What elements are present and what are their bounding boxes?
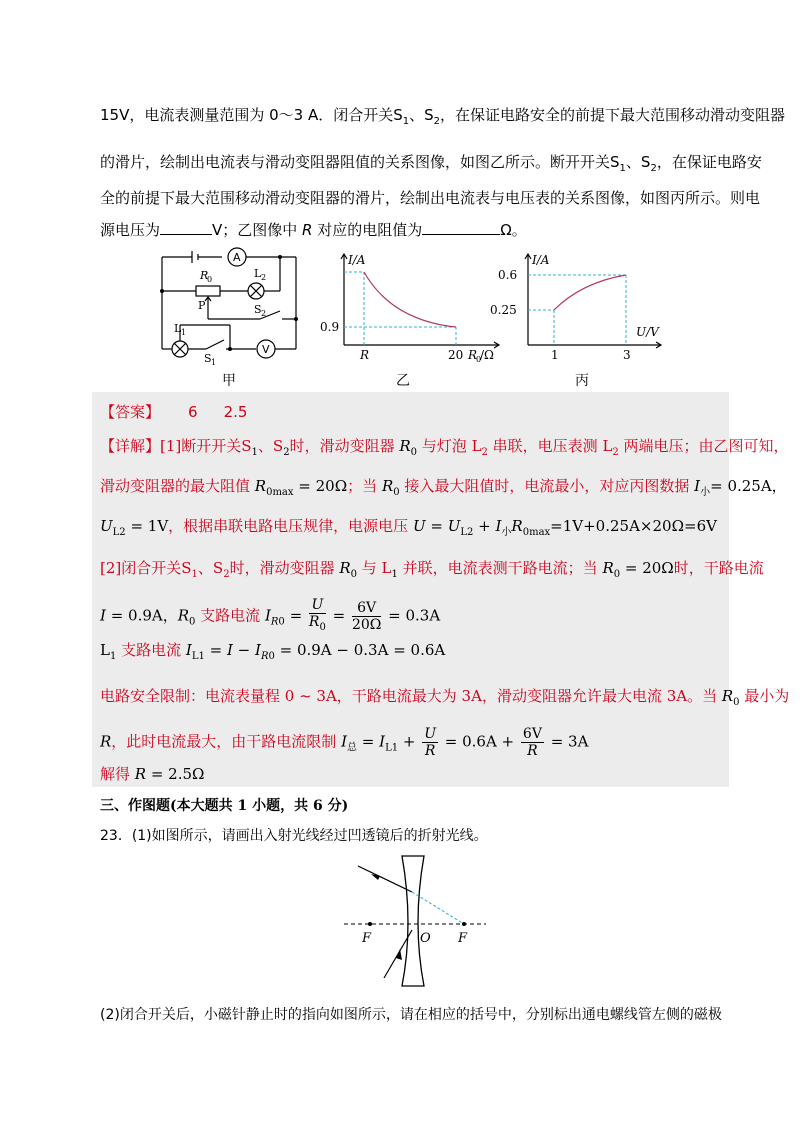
concave-lens-diagram (340, 850, 490, 990)
detail-line-5: I = 0.9A，$R_0$ 支路电流 $I_{R0}$ = $\frac{U}{R_0}$ = $\frac{6V}{20\Omega}$ = 0.3A (100, 597, 441, 633)
caption-jia: 甲 (222, 373, 236, 389)
svg-text:F: F (362, 931, 372, 946)
detail-line-2: 滑动变阻器的最大阻值 $R_{0max} = 20\Omega$；当 $R_0$ 接入最大阻值时，电流最小，对应丙图数据 $I_小= 0.25A$， (100, 477, 787, 498)
question-line-2: 的滑片，绘制出电流表与滑动变阻器阻值的关系图像，如图乙所示。断开开关$S_1$、$S_2$，在保证电路安 (100, 153, 762, 174)
svg-text:A: A (233, 251, 241, 264)
caption-bing: 丙 (575, 373, 589, 389)
svg-text:1: 1 (211, 358, 217, 367)
detail-line-1: 【详解】[1]断开开关$S_1$、$S_2$时，滑动变阻器 $R_0$ 与灯泡 $L_2$ 串联，电压表测 $L_2$ 两端电压；由乙图可知， (100, 437, 789, 458)
svg-text:R: R (468, 348, 478, 362)
svg-text:/Ω: /Ω (480, 348, 494, 362)
question-23-2: (2)闭合开关后，小磁针静止时的指向如图所示，请在相应的括号中，分别标出通电螺线管左侧的磁极 (100, 1007, 722, 1023)
detail-line-6: $L_1$ 支路电流 $I_{L1} = I - I_{R0} = 0.9A - 0.3A = 0.6A$ (100, 641, 446, 662)
answer-blank-2[interactable] (422, 220, 500, 235)
section-3-title: 三、作图题(本大题共 1 小题，共 6 分) (100, 798, 349, 814)
graph-yi (318, 250, 508, 365)
detail-line-4: [2]闭合开关$S_1$、$S_2$时，滑动变阻器 $R_0$ 与 $L_1$ 并联，电流表测干路电流；当 $R_0 = 20\Omega$时，干路电流 (100, 559, 764, 580)
svg-text:0: 0 (207, 275, 213, 284)
answer-blank-1[interactable] (160, 220, 212, 235)
svg-text:I/A: I/A (348, 253, 366, 267)
question-line-4: 源电压为 V；乙图像中 R 对应的电阻值为 Ω。 (100, 221, 527, 239)
graph-bing (488, 250, 668, 365)
circuit-diagram-jia (150, 245, 305, 370)
svg-text:S: S (204, 352, 212, 365)
svg-text:0.25: 0.25 (490, 303, 517, 317)
caption-yi: 乙 (396, 373, 410, 389)
svg-text:2: 2 (261, 309, 267, 318)
svg-text:P: P (198, 299, 206, 312)
svg-text:L: L (254, 267, 262, 280)
detail-line-8: R，此时电流最大，由干路电流限制 $I_总 = I_{L1}$ + $\frac{U}{R}$ = 0.6A + $\frac{6V}{R}$ = 3A (100, 726, 589, 759)
svg-text:20: 20 (448, 348, 464, 362)
svg-text:0: 0 (476, 355, 482, 364)
svg-text:R: R (360, 348, 370, 362)
question-line-3: 全的前提下最大范围移动滑动变阻器的滑片，绘制出电流表与电压表的关系图像，如图丙所示。则电 (100, 189, 761, 207)
svg-text:0.9: 0.9 (320, 320, 340, 334)
svg-text:R: R (200, 269, 209, 282)
svg-text:S: S (254, 303, 262, 316)
svg-text:2: 2 (261, 273, 267, 282)
answer-line: 【答案】 6 2.5 (100, 403, 248, 421)
svg-text:1: 1 (551, 348, 559, 362)
question-line-1: 15V，电流表测量范围为 0～3 A．闭合开关$S_1$、$S_2$，在保证电路安全的前提下最大范围移动滑动变阻器 (100, 106, 786, 127)
svg-text:O: O (420, 931, 431, 946)
svg-text:F: F (458, 931, 468, 946)
svg-text:L: L (174, 322, 182, 335)
svg-text:V: V (262, 343, 270, 356)
svg-text:I/A: I/A (532, 253, 550, 267)
svg-text:1: 1 (181, 328, 187, 337)
svg-text:U/V: U/V (636, 325, 659, 339)
svg-text:3: 3 (623, 348, 631, 362)
detail-line-9: 解得 R = 2.5Ω (100, 765, 205, 783)
question-23-1: 23．(1)如图所示，请画出入射光线经过凹透镜后的折射光线。 (100, 828, 488, 844)
detail-line-3: $U_{L2} = 1V$，根据串联电路电压规律，电源电压 $U = U_{L2} + I_小R_{0max}=1V+0.25A\times 20\Omega=6V$ (100, 517, 717, 538)
svg-text:0.6: 0.6 (498, 268, 518, 282)
detail-line-7: 电路安全限制：电流表量程 0 ~ 3A，干路电流最大为 3A，滑动变阻器允许最大电流 3A。当 $R_0$ 最小为 (100, 687, 790, 708)
